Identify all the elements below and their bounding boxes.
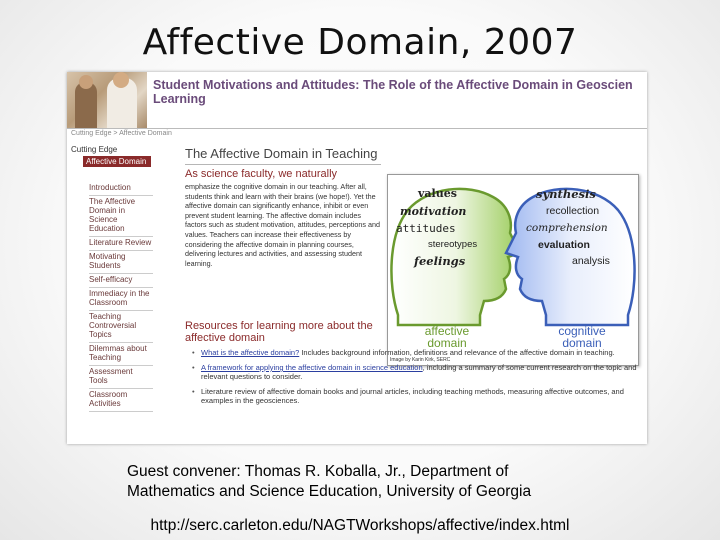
domain-heads-figure <box>387 174 639 366</box>
sidebar-item-assessment-tools[interactable]: Assessment Tools <box>89 366 153 389</box>
cognitive-word-evaluation: evaluation <box>538 239 590 251</box>
banner-photo <box>67 72 147 128</box>
resource-item: • A framework for applying the affective domain in science education, including a summary of some current research on the topic and relevant questions to consider. <box>201 363 641 381</box>
banner-title[interactable]: Student Motivations and Attitudes: The Role of the Affective Domain in Geoscien Learning <box>153 78 633 106</box>
source-url[interactable]: http://serc.carleton.edu/NAGTWorkshops/affective/index.html <box>150 517 570 534</box>
sidebar-item-immediacy[interactable]: Immediacy in the Classroom <box>89 288 153 311</box>
cognitive-word-recollection: recollection <box>546 205 600 217</box>
sidebar-item-classroom-activities[interactable]: Classroom Activities <box>89 389 153 412</box>
intro-paragraph: emphasize the cognitive domain in our teaching. After all, students think and learn with their brains (we hope!). Yet the affective domain can significantly enhance, inhibit or even prevent student learning. The affective domain includes factors such as student motivation, attitudes, perceptions and values. Teachers can increase their effectiveness by considering the affective domain in planning courses, delivering lectures and activities, and assessing student learning. <box>185 182 380 268</box>
slide-caption <box>127 462 687 502</box>
sidebar-header[interactable]: Cutting Edge <box>71 145 118 154</box>
sidebar-item-dilemmas[interactable]: Dilemmas about Teaching <box>89 343 153 366</box>
main-content <box>181 142 643 444</box>
resource-text-literature[interactable]: Literature review of affective domain books and journal articles, including teaching methods, measuring affective outcomes, and examples in the geosciences. <box>201 387 624 405</box>
resources-heading: Resources for learning more about the affective domain <box>185 320 373 344</box>
resources-list <box>201 348 641 411</box>
webpage-screenshot <box>67 72 647 444</box>
lead-text: As science faculty, we naturally <box>185 168 338 180</box>
cognitive-word-analysis: analysis <box>572 255 610 267</box>
caption-line-1: Guest convener: Thomas R. Koballa, Jr., Department of <box>127 463 509 480</box>
affective-word-values: values <box>418 187 457 200</box>
sidebar-item-self-efficacy[interactable]: Self-efficacy <box>89 274 153 288</box>
sidebar-nav <box>89 182 153 412</box>
sidebar-item-motivating-students[interactable]: Motivating Students <box>89 251 153 274</box>
sidebar-item-affective-domain-science[interactable]: The Affective Domain in Science Education <box>89 196 153 237</box>
resource-link-framework[interactable]: A framework for applying the affective domain in science education <box>201 363 423 372</box>
breadcrumb-bar <box>67 128 647 139</box>
heading-divider <box>185 164 381 165</box>
sidebar-item-introduction[interactable]: Introduction <box>89 182 153 196</box>
figure-credit: Image by Karin Kirk, SERC <box>390 357 451 363</box>
resource-item <box>201 387 641 405</box>
affective-domain-label: affective domain <box>424 324 470 350</box>
cognitive-domain-label: cognitive domain <box>558 324 606 350</box>
resource-item: • What is the affective domain? Includes background information, definitions and relevance of the affective domain in teaching. <box>201 348 641 357</box>
slide-title: Affective Domain, 2007 <box>142 22 578 63</box>
affective-word-feelings: feelings <box>414 254 466 268</box>
site-banner <box>67 72 647 128</box>
sidebar-current-item[interactable]: Affective Domain <box>83 156 151 167</box>
sidebar-item-literature-review[interactable]: Literature Review <box>89 237 153 251</box>
affective-word-stereotypes: stereotypes <box>428 239 478 250</box>
sidebar-item-controversial-topics[interactable]: Teaching Controversial Topics <box>89 311 153 343</box>
cognitive-word-synthesis: synthesis <box>536 187 596 201</box>
page-heading: The Affective Domain in Teaching <box>185 146 378 161</box>
affective-word-attitudes: attitudes <box>396 222 456 235</box>
resource-link-what-is[interactable]: What is the affective domain? <box>201 348 300 357</box>
breadcrumb[interactable]: Cutting Edge > Affective Domain <box>71 130 172 137</box>
affective-word-motivation: motivation <box>400 205 467 218</box>
sidebar <box>67 142 153 444</box>
caption-line-2: Mathematics and Science Education, University of Georgia <box>127 483 532 500</box>
cognitive-word-comprehension: comprehension <box>526 222 608 234</box>
